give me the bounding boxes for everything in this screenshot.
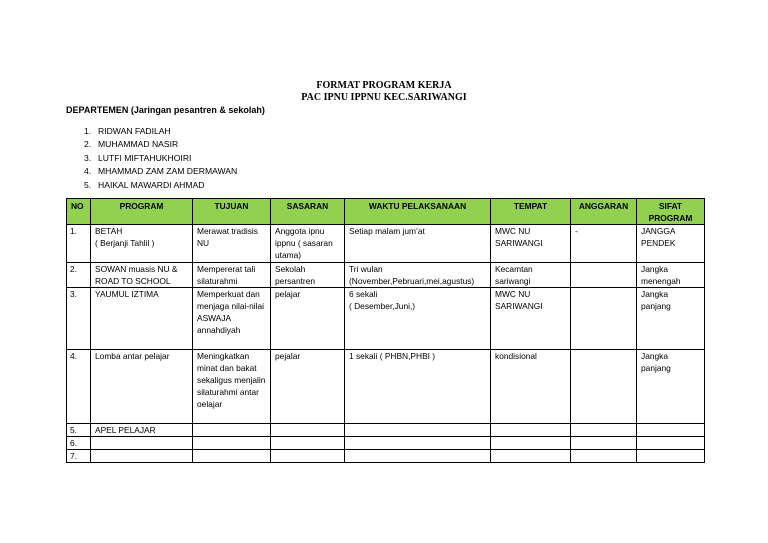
cell-anggaran — [571, 288, 637, 350]
cell-sifat: Jangka panjang — [637, 288, 705, 350]
cell-waktu: 1 sekali ( PHBN,PHBI ) — [345, 350, 491, 424]
cell-sasaran: pelajar — [271, 288, 345, 350]
document-subtitle: PAC IPNU IPPNU KEC.SARIWANGI — [301, 92, 467, 103]
table-row — [67, 350, 705, 424]
header-anggaran: ANGGARAN — [571, 199, 637, 225]
header-no: NO — [67, 199, 91, 225]
cell-program: BETAH ( Berjanji Tahlil ) — [91, 225, 193, 263]
cell-sasaran — [271, 424, 345, 437]
cell-no: 3. — [67, 288, 91, 350]
cell-no: 4. — [67, 350, 91, 424]
header-tujuan: TUJUAN — [193, 199, 271, 225]
cell-waktu: Tri wulan (November,Pebruari,mei,agustus) — [345, 263, 491, 288]
cell-no: 2. — [67, 263, 91, 288]
member-item — [84, 179, 237, 192]
cell-no: 7. — [67, 450, 91, 463]
member-item — [84, 152, 237, 165]
cell-sifat: Jangka menengah — [637, 263, 705, 288]
cell-tujuan: Mempererat tali silaturahmi — [193, 263, 271, 288]
header-waktu: WAKTU PELAKSANAAN — [345, 199, 491, 225]
department-heading: DEPARTEMEN (Jaringan pesantren & sekolah) — [66, 105, 265, 115]
cell-tujuan — [193, 437, 271, 450]
table-body — [67, 225, 705, 463]
cell-tempat: kondisional — [491, 350, 571, 424]
table-header-row — [67, 199, 705, 225]
member-list — [84, 125, 237, 192]
table-row — [67, 263, 705, 288]
cell-waktu: 6 sekali ( Desember,Juni,) — [345, 288, 491, 350]
member-number: 4. — [84, 166, 92, 177]
header-tempat: TEMPAT — [491, 199, 571, 225]
cell-waktu — [345, 437, 491, 450]
cell-sasaran: Sekolah persantren — [271, 263, 345, 288]
cell-program: APEL PELAJAR — [91, 424, 193, 437]
header-program: PROGRAM — [91, 199, 193, 225]
cell-sifat: Jangka panjang — [637, 350, 705, 424]
cell-anggaran — [571, 350, 637, 424]
member-item — [84, 165, 237, 178]
table-row — [67, 225, 705, 263]
cell-no: 5. — [67, 424, 91, 437]
cell-program: YAUMUL IZTIMA — [91, 288, 193, 350]
member-item — [84, 125, 237, 138]
cell-program: SOWAN muasis NU & ROAD TO SCHOOL — [91, 263, 193, 288]
member-name: HAIKAL MAWARDI AHMAD — [98, 179, 205, 190]
cell-sasaran — [271, 437, 345, 450]
cell-waktu — [345, 424, 491, 437]
cell-program: Lomba antar pelajar — [91, 350, 193, 424]
cell-tujuan: Merawat tradisis NU — [193, 225, 271, 263]
cell-sasaran — [271, 450, 345, 463]
cell-tujuan — [193, 450, 271, 463]
cell-anggaran — [571, 437, 637, 450]
table-row — [67, 288, 705, 350]
header-sifat: SIFAT PROGRAM — [637, 199, 705, 225]
cell-tempat — [491, 437, 571, 450]
cell-tujuan: Memperkuat dan menjaga nilai-nilai ASWAJA annahdiyah — [193, 288, 271, 350]
table-row — [67, 450, 705, 463]
cell-tempat: Kecamtan sariwangi — [491, 263, 571, 288]
cell-anggaran — [571, 450, 637, 463]
member-name: MHAMMAD ZAM ZAM DERMAWAN — [98, 166, 238, 177]
member-number: 1. — [84, 126, 92, 136]
cell-sifat: JANGGA PENDEK — [637, 225, 705, 263]
cell-tempat: MWC NU SARIWANGI — [491, 288, 571, 350]
cell-anggaran — [571, 424, 637, 437]
cell-sifat — [637, 437, 705, 450]
document-title: FORMAT PROGRAM KERJA — [316, 80, 452, 91]
member-number: 3. — [84, 152, 92, 163]
member-number: 5. — [84, 179, 92, 190]
cell-anggaran — [571, 263, 637, 288]
cell-tujuan — [193, 424, 271, 437]
table-row — [67, 437, 705, 450]
cell-sifat — [637, 450, 705, 463]
member-name: RIDWAN FADILAH — [98, 126, 171, 136]
cell-anggaran: - — [571, 225, 637, 263]
cell-tujuan: Meningkatkan minat dan bakat sekaligus menjalin silaturahmi antar oelajar — [193, 350, 271, 424]
cell-waktu: Setiap malam jum’at — [345, 225, 491, 263]
header-sasaran: SASARAN — [271, 199, 345, 225]
member-number: 2. — [84, 139, 92, 150]
cell-no: 6. — [67, 437, 91, 450]
cell-tempat — [491, 424, 571, 437]
program-table — [66, 198, 705, 463]
cell-no: 1. — [67, 225, 91, 263]
member-item — [84, 138, 237, 151]
cell-sasaran: Anggota ipnu ippnu ( sasaran utama) — [271, 225, 345, 263]
cell-sasaran: pejalar — [271, 350, 345, 424]
table-row — [67, 424, 705, 437]
cell-program — [91, 437, 193, 450]
cell-waktu — [345, 450, 491, 463]
cell-tempat: MWC NU SARIWANGI — [491, 225, 571, 263]
cell-sifat — [637, 424, 705, 437]
cell-program — [91, 450, 193, 463]
member-name: LUTFI MIFTAHUKHOIRI — [98, 152, 192, 163]
member-name: MUHAMMAD NASIR — [98, 139, 179, 150]
cell-tempat — [491, 450, 571, 463]
